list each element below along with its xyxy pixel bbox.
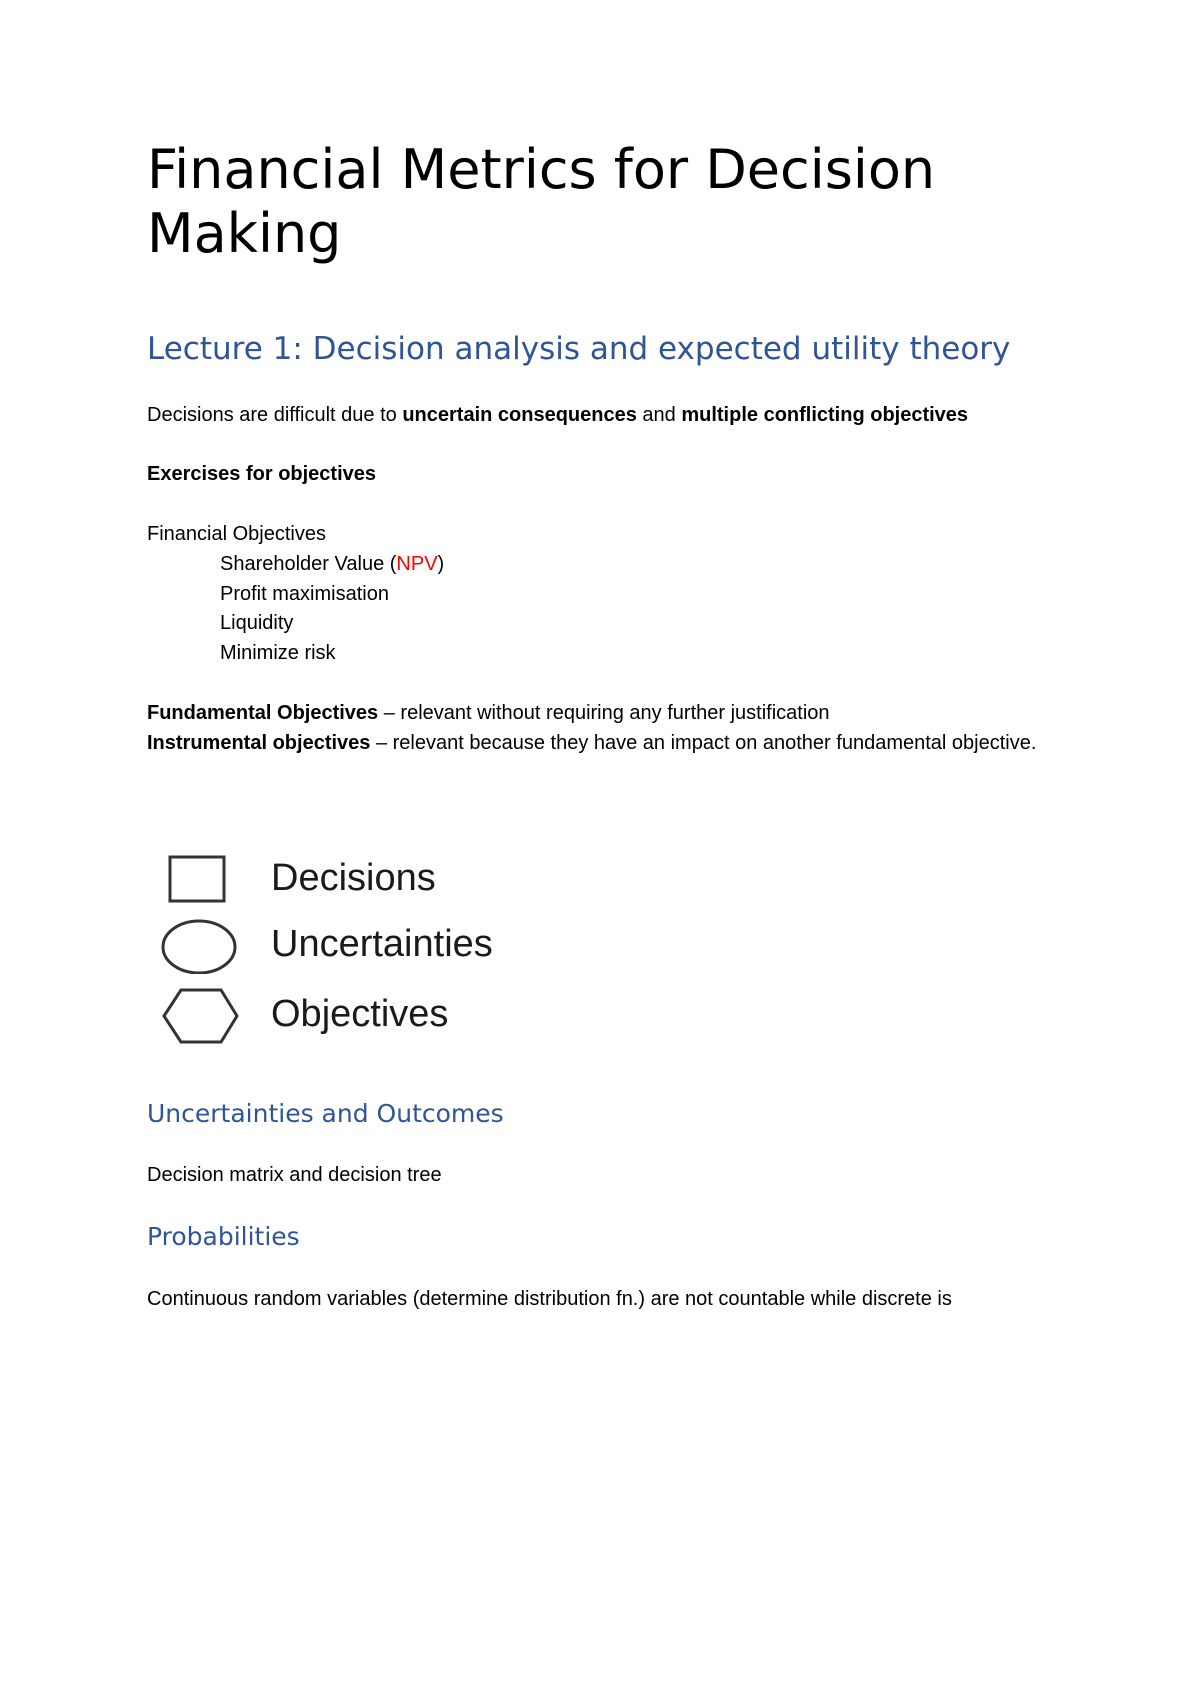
npv-highlight: NPV bbox=[396, 553, 438, 575]
uncertainties-text: Decision matrix and decision tree bbox=[147, 1164, 442, 1186]
financial-objective-item bbox=[220, 549, 444, 579]
intro-bold-2: multiple conflicting objectives bbox=[681, 404, 969, 426]
financial-objective-item: Profit maximisation bbox=[220, 583, 389, 605]
legend-row-uncertainties bbox=[147, 914, 547, 974]
legend-row-objectives bbox=[147, 984, 547, 1044]
hexagon-icon bbox=[161, 984, 241, 1044]
probabilities-text: Continuous random variables (determine distribution fn.) are not countable while discrete is bbox=[147, 1288, 952, 1310]
lecture-heading: Lecture 1: Decision analysis and expected utility theory bbox=[147, 331, 1011, 367]
uncertainties-heading: Uncertainties and Outcomes bbox=[147, 1099, 504, 1128]
document-title: Financial Metrics for Decision Making bbox=[147, 138, 936, 265]
instrumental-objectives-line bbox=[147, 728, 1047, 758]
fundamental-desc: – relevant without requiring any further justification bbox=[378, 702, 830, 724]
fundamental-objectives-line bbox=[147, 698, 830, 728]
objective-text: Shareholder Value ( bbox=[220, 553, 397, 575]
financial-objectives-label: Financial Objectives bbox=[147, 523, 326, 545]
financial-objective-item: Minimize risk bbox=[220, 642, 336, 664]
instrumental-term: Instrumental objectives bbox=[147, 732, 371, 754]
legend-label-objectives: Objectives bbox=[271, 993, 449, 1035]
intro-paragraph bbox=[147, 400, 968, 430]
intro-bold-1: uncertain consequences bbox=[402, 404, 637, 426]
probabilities-heading: Probabilities bbox=[147, 1222, 300, 1251]
intro-text-1: Decisions are difficult due to bbox=[147, 404, 403, 426]
legend-row-decisions bbox=[147, 848, 547, 908]
exercises-heading: Exercises for objectives bbox=[147, 463, 377, 485]
objective-text-end: ) bbox=[437, 553, 445, 575]
fundamental-term: Fundamental Objectives bbox=[147, 702, 379, 724]
square-icon bbox=[161, 848, 241, 908]
financial-objective-item: Liquidity bbox=[220, 612, 294, 634]
ellipse-icon bbox=[161, 914, 241, 974]
diagram-legend bbox=[147, 848, 547, 1048]
instrumental-desc: – relevant because they have an impact on another fundamental objective. bbox=[370, 732, 1037, 754]
intro-text-2: and bbox=[636, 404, 682, 426]
legend-label-uncertainties: Uncertainties bbox=[271, 923, 493, 965]
legend-label-decisions: Decisions bbox=[271, 857, 436, 899]
